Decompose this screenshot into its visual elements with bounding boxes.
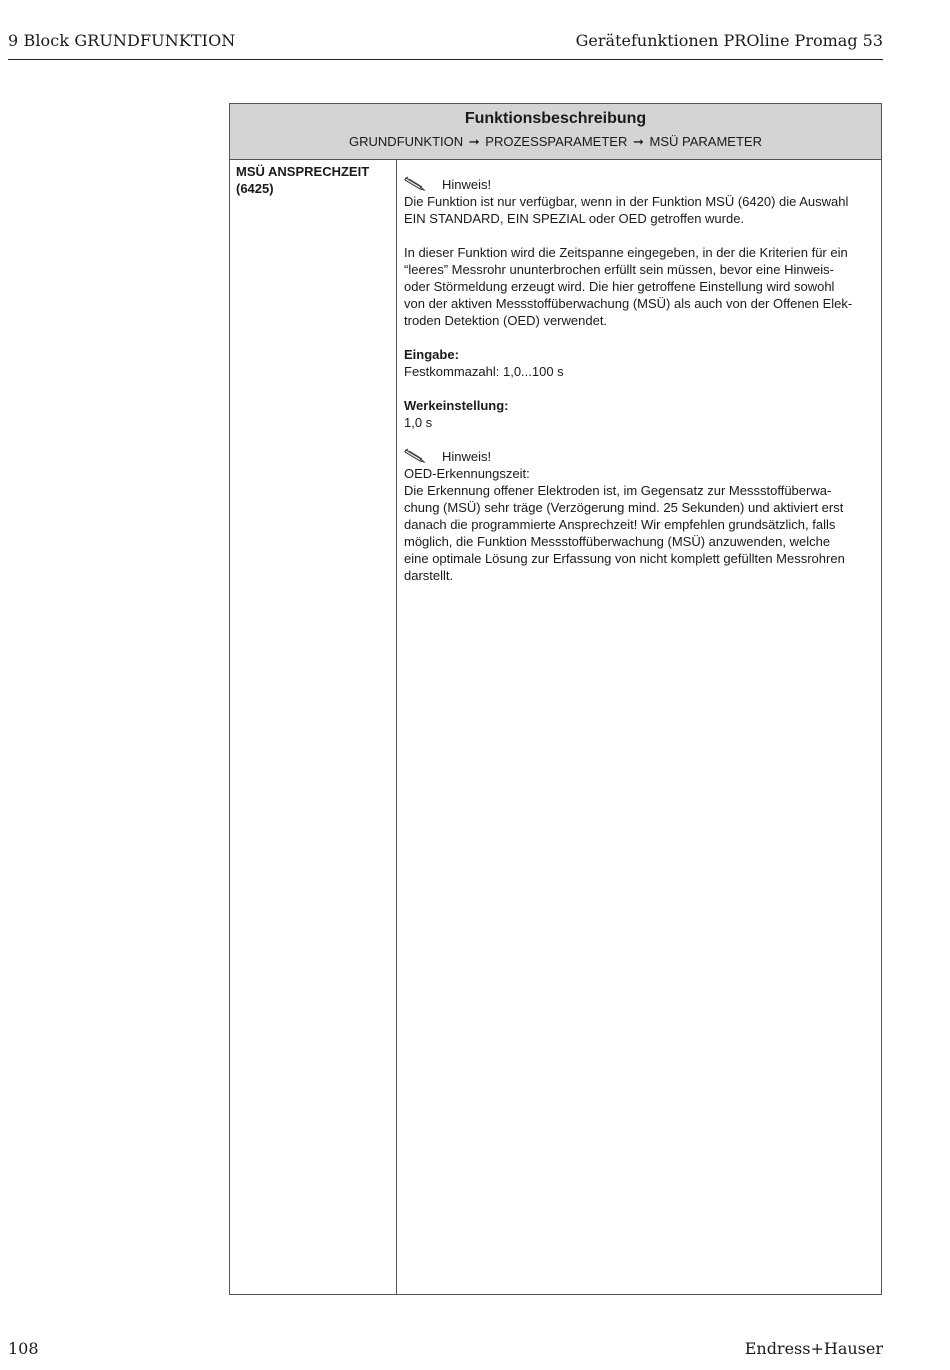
arrow-right-icon: ➞ — [468, 134, 480, 149]
table-title: Funktionsbeschreibung — [464, 110, 647, 127]
pencil-icon — [404, 175, 432, 194]
function-name-label: MSÜ ANSPRECHZEIT — [236, 164, 370, 179]
text-line: von der aktiven Messstoffüberwachung (MSÜ) als auch von der Offenen Elek- — [404, 296, 853, 311]
text-line: OED-Erkennungszeit: — [404, 466, 530, 481]
text-line: EIN STANDARD, EIN SPEZIAL oder OED getroffen wurde. — [404, 211, 745, 226]
input-label: Eingabe: — [404, 347, 459, 362]
text-line: Die Funktion ist nur verfügbar, wenn in der Funktion MSÜ (6420) die Auswahl — [404, 194, 849, 209]
input-value: Festkommazahl: 1,0...100 s — [404, 364, 564, 379]
breadcrumb-item: MSÜ PARAMETER — [649, 134, 762, 149]
note-header — [404, 176, 873, 193]
table-header — [230, 104, 881, 160]
text-line: troden Detektion (OED) verwendet. — [404, 313, 608, 328]
text-line: danach die programmierte Ansprechzeit! Wir empfehlen grundsätzlich, falls — [404, 517, 836, 532]
page-header-left: 9 Block GRUNDFUNKTION — [8, 31, 236, 50]
text-line: oder Störmeldung erzeugt wird. Die hier getroffene Einstellung wird sowohl — [404, 279, 835, 294]
note-label: Hinweis! — [442, 449, 492, 464]
page-number: 108 — [8, 1339, 39, 1358]
text-line: darstellt. — [404, 568, 454, 583]
breadcrumb-item: GRUNDFUNKTION — [349, 134, 464, 149]
default-label: Werkeinstellung: — [404, 398, 509, 413]
note-label: Hinweis! — [442, 177, 492, 192]
breadcrumb-item: PROZESSPARAMETER — [485, 134, 628, 149]
text-line: chung (MSÜ) sehr träge (Verzögerung mind. 25 Sekunden) und aktiviert erst — [404, 500, 844, 515]
text-line: Die Erkennung offener Elektroden ist, im Gegensatz zur Messstoffüberwa- — [404, 483, 832, 498]
text-line: In dieser Funktion wird die Zeitspanne eingegeben, in der die Kriterien für ein — [404, 245, 848, 260]
text-line: “leeres” Messrohr ununterbrochen erfüllt sein müssen, bevor eine Hinweis- — [404, 262, 834, 277]
default-value: 1,0 s — [404, 415, 433, 430]
function-name-column — [230, 159, 397, 1294]
text-line: möglich, die Funktion Messstoffüberwachung (MSÜ) anzuwenden, welche — [404, 534, 831, 549]
function-table — [229, 103, 882, 1295]
header-rule — [8, 59, 883, 60]
page-header-right: Gerätefunktionen PROline Promag 53 — [575, 31, 883, 50]
pencil-icon — [404, 447, 432, 466]
breadcrumb — [230, 133, 881, 151]
arrow-right-icon: ➞ — [632, 134, 644, 149]
note-header — [404, 448, 873, 465]
function-description — [404, 159, 873, 584]
brand-logo: Endress+Hauser — [744, 1339, 883, 1358]
function-name — [236, 163, 386, 197]
function-code: (6425) — [236, 181, 274, 196]
text-line: eine optimale Lösung zur Erfassung von nicht komplett gefüllten Messrohren — [404, 551, 845, 566]
